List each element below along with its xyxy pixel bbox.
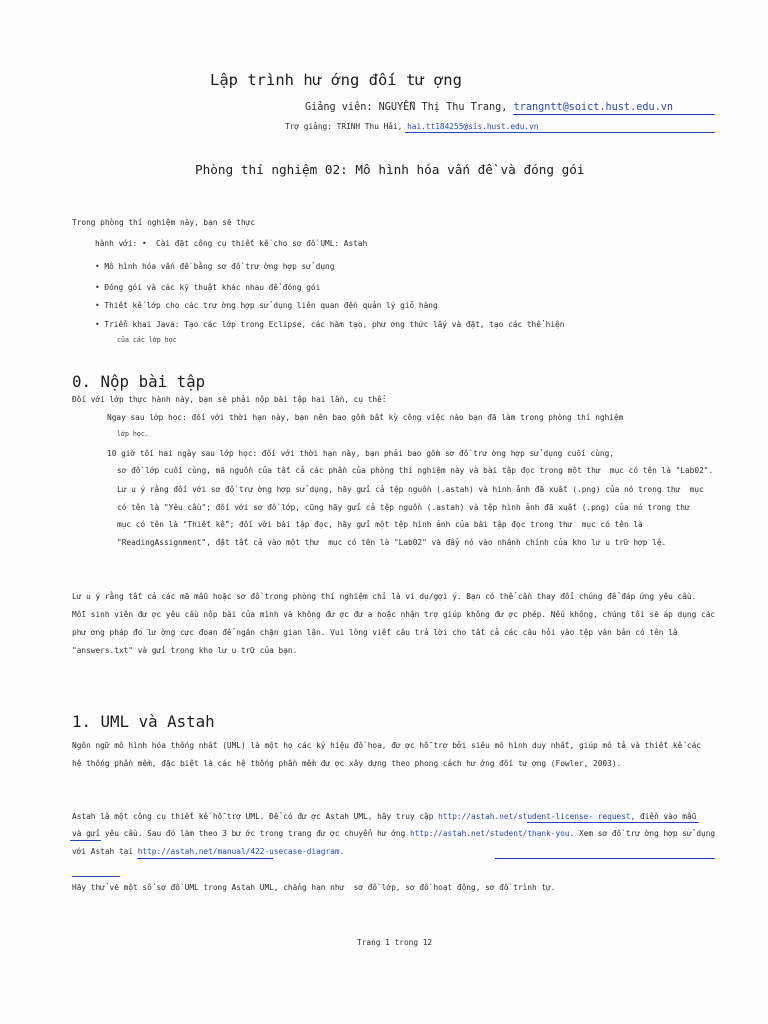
link-underline [513, 114, 715, 115]
paragraph-line: hệ thống phần mềm, đặc biệt là các hệ thống phần mềm đư ợc xây dựng theo phong cách hư ớng đối tư ợng (Fowler, 2003). [72, 759, 622, 768]
intro-text: Trong phòng thí nghiệm này, bạn sẽ thực [72, 218, 256, 227]
bullet-marker: • [95, 301, 100, 310]
deadline-two-days: sơ đồ lớp cuối cùng, mã nguồn của tất cả các phần của phòng thí nghiệm này và bài tập đọc trong một thư mục có tên là "Lab02". [117, 466, 714, 475]
bullet-marker: • [95, 262, 100, 271]
lecturer-line [305, 101, 673, 114]
link-underline [527, 822, 699, 823]
intro-text: hành với: • Cài đặt công cụ thiết kế cho sơ đồ UML: Astah [95, 239, 368, 248]
note-line: "answers.txt" và gửi trong kho lư u trữ của bạn. [72, 646, 298, 655]
deadline-two-days: Lư u ý rằng đối với sơ đồ trư ờng hợp sử dụng, hãy gửi cả tệp nguồn (.astah) và hình ảnh đã xuất (.png) của nó trong thư mục [117, 485, 704, 494]
bullet-marker: • [95, 283, 100, 292]
text-segment: . [339, 847, 345, 856]
note-line: phư ơng pháp đo lư ờng cực đoan để ngăn chặn gian lận. Vui lòng viết câu trả lời cho tất cả các câu hỏi vào tệp văn bản có tên là [72, 628, 678, 637]
paragraph-line: Hãy thử vẽ một số sơ đồ UML trong Astah UML, chẳng hạn như sơ đồ lớp, sơ đồ hoạt động, sơ đồ trình tự. [72, 883, 556, 892]
text-segment: Astah là một công cụ thiết kế hỗ trợ UML. Để có đư ợc Astah UML, hãy truy cập [72, 812, 439, 821]
deadline-two-days: "ReadingAssignment", đặt tất cả vào một thư mục có tên là "Lab02" và đẩy nó vào nhánh chính của kho lư u trữ hợp lệ. [117, 538, 667, 547]
section-heading-submission: 0. Nộp bài tập [72, 372, 206, 391]
link-underline [137, 858, 273, 859]
text-segment: . Xem sơ đồ trư ờng hợp sử dụng [569, 829, 716, 838]
bullet-item [95, 283, 320, 293]
text-segment: , điền vào mẫu [630, 812, 697, 821]
lecturer-label: Giảng viên: NGUYỄN Thị Thu Trang, [305, 102, 514, 113]
paragraph-line [72, 847, 344, 857]
lab-title: Phòng thí nghiệm 02: Mô hình hóa vấn đề và đóng gói [195, 162, 585, 177]
text-segment: với Astah tại [72, 847, 138, 856]
assistant-email-link[interactable]: hai.tt184255@sis.hust.edu.vn [407, 122, 539, 131]
link-underline [405, 132, 715, 133]
bullet-text: Mô hình hóa vấn đề bằng sơ đồ trư ờng hợp sử dụng [104, 262, 335, 271]
lecturer-email-link[interactable]: trangntt@soict.hust.edu.vn [513, 102, 674, 113]
assistant-line [285, 122, 539, 132]
link-underline [70, 840, 101, 841]
link-underline [495, 858, 715, 859]
bullet-item [95, 320, 564, 330]
section-heading-uml: 1. UML và Astah [72, 712, 215, 731]
deadline-after-class: Ngay sau lớp học: đối với thời hạn này, bạn nên bao gồm bất kỳ công việc nào bạn đã làm trong phòng thí nghiệm [107, 413, 624, 422]
bullet-text: Thiết kế lớp cho các trư ờng hợp sử dụng liên quan đến quản lý giỏ hàng [104, 301, 438, 310]
page-footer: Trang 1 trong 12 [357, 938, 433, 947]
assistant-label: Trợ giảng: TRINH Thu Hải, [285, 122, 408, 131]
deadline-two-days: 10 giờ tối hai ngày sau lớp học: đối với thời hạn này, bạn phải bao gồm sơ đồ trư ờng hợp sử dụng cuối cùng, [107, 449, 614, 458]
astah-usecase-manual-link[interactable]: http://astah.net/manual/422-usecase-diagram [137, 847, 340, 856]
paragraph-line [72, 812, 696, 822]
paragraph-line: Ngôn ngữ mô hình hóa thống nhất (UML) là một họ các ký hiệu đồ họa, đư ợc hỗ trợ bởi siêu mô hình duy nhất, giúp mô tả và thiết kế các [72, 741, 702, 750]
astah-thank-you-link[interactable]: http://astah.net/student/thank-you [409, 829, 570, 838]
bullet-continuation: của các lớp học [117, 336, 177, 344]
paragraph-line: Đối với lớp thực hành này, bạn sẽ phải nộp bài tập hai lần, cụ thể: [72, 395, 387, 404]
link-underline [72, 876, 120, 877]
deadline-two-days: mục có tên là "Thiết kế"; đối với bài tập đọc, hãy gửi một tệp hình ảnh của bài tập đọc trong thư mục có tên là [117, 520, 643, 529]
course-title: Lập trình hư ớng đối tư ợng [210, 71, 462, 89]
bullet-marker: • [95, 320, 100, 329]
deadline-after-class: lớp học. [117, 430, 149, 438]
bullet-text: Triển khai Java: Tạo các lớp trong Eclipse, các hàm tạo, phư ơng thức lấy và đặt, tạo các thể hiện [104, 320, 565, 329]
bullet-text: Đóng gói và các kỹ thuật khác nhau để đóng gói [104, 283, 321, 292]
deadline-two-days: có tên là "Yêu cầu"; đối với sơ đồ lớp, cũng hãy gửi cả tệp nguồn (.astah) và tệp hình ảnh đã xuất (.png) của nó trong thư [117, 503, 690, 512]
note-line: Lư u ý rằng tất cả các mã mẫu hoặc sơ đồ trong phòng thí nghiệm chỉ là ví dụ/gợi ý. Bạn có thể cần thay đổi chúng để đáp ứng yêu cầu. [72, 592, 697, 601]
astah-license-link[interactable]: http://astah.net/student-license- request [438, 812, 631, 821]
note-line: Mỗi sinh viên đư ợc yêu cầu nộp bài của mình và không đư ợc đư a hoặc nhận trợ giúp không đư ợc phép. Nếu không, chúng tôi sẽ áp dụng các [72, 610, 716, 619]
bullet-item [95, 262, 334, 272]
bullet-item [95, 301, 438, 311]
text-segment: và gửi yêu cầu. Sau đó làm theo 3 bư ớc trong trang đư ợc chuyển hư ớng [72, 829, 410, 838]
paragraph-line [72, 829, 715, 839]
